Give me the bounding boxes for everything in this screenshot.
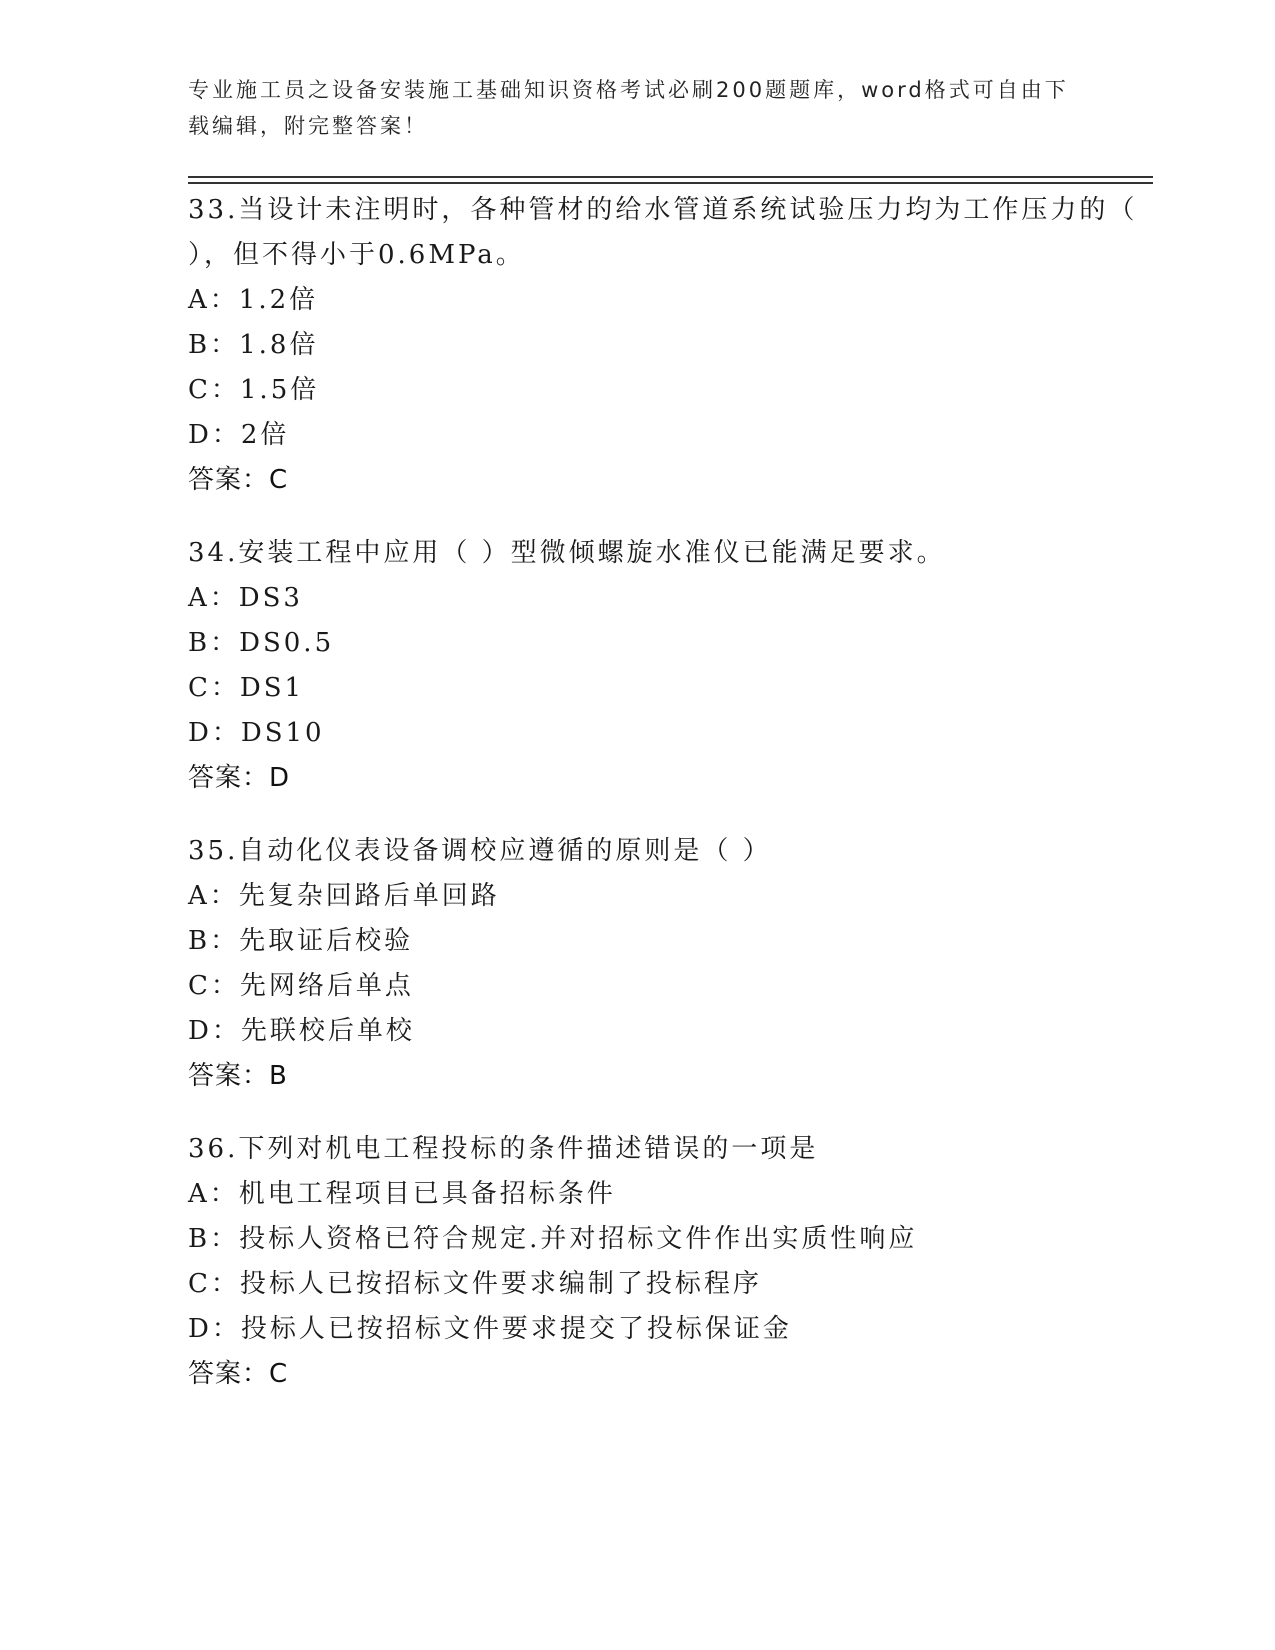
option-b: B：先取证后校验 (188, 926, 414, 956)
answer-line: 答案：C (188, 1359, 289, 1389)
question-text: 34.安装工程中应用（ ）型微倾螺旋水准仪已能满足要求。 (188, 538, 946, 568)
option-c: C：DS1 (188, 673, 305, 703)
header-divider-bottom (188, 182, 1153, 184)
option-d: D：DS10 (188, 718, 325, 748)
question-34 (188, 531, 1188, 801)
question-text: 33.当设计未注明时，各种管材的给水管道系统试验压力均为工作压力的（ ），但不得小于0.6MPa。 (188, 195, 1138, 270)
question-33 (188, 188, 1188, 503)
answer-line: 答案：C (188, 465, 289, 495)
question-list (188, 188, 1188, 1425)
option-b: B：1.8倍 (188, 330, 319, 360)
option-a: A：1.2倍 (188, 285, 319, 315)
answer-line: 答案：B (188, 1061, 288, 1091)
question-text: 35.自动化仪表设备调校应遵循的原则是（ ） (188, 836, 772, 866)
option-d: D：投标人已按招标文件要求提交了投标保证金 (188, 1314, 792, 1344)
option-c: C：投标人已按招标文件要求编制了投标程序 (188, 1269, 762, 1299)
document-header: 专业施工员之设备安装施工基础知识资格考试必刷200题题库，word格式可自由下载编辑，附完整答案！ (188, 78, 1069, 138)
answer-line: 答案：D (188, 763, 291, 793)
question-text: 36.下列对机电工程投标的条件描述错误的一项是 (188, 1134, 819, 1164)
option-a: A：先复杂回路后单回路 (188, 881, 500, 911)
question-36 (188, 1127, 1188, 1397)
option-c: C：1.5倍 (188, 375, 320, 405)
header-divider-top (188, 176, 1153, 178)
option-a: A：机电工程项目已具备招标条件 (188, 1179, 616, 1209)
option-b: B：投标人资格已符合规定.并对招标文件作出实质性响应 (188, 1224, 918, 1254)
option-d: D：先联校后单校 (188, 1016, 415, 1046)
option-c: C：先网络后单点 (188, 971, 414, 1001)
option-a: A：DS3 (188, 583, 303, 613)
question-35 (188, 829, 1188, 1099)
option-b: B：DS0.5 (188, 628, 335, 658)
option-d: D：2倍 (188, 420, 290, 450)
